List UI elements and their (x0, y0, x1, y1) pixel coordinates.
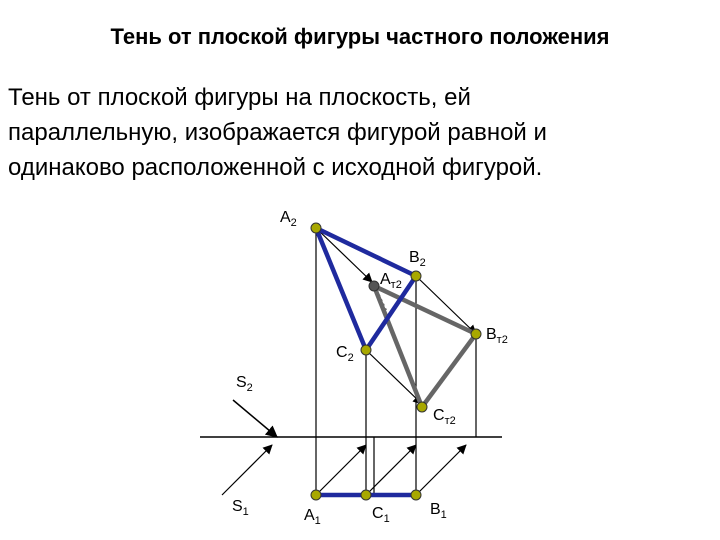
point-a1 (311, 490, 321, 500)
label-a2: $A_2$ (280, 209, 297, 229)
label-s2: $S_2$ (236, 374, 253, 394)
point-bt2 (471, 329, 481, 339)
label-s1: $S_1$ (232, 498, 249, 518)
ray-c (366, 350, 422, 404)
description-line-1: Тень от плоской фигуры на плоскость, ей (8, 84, 471, 111)
plan-ray-b (416, 445, 466, 495)
label-b2: $B_2$ (409, 249, 426, 269)
point-a2 (311, 223, 321, 233)
label-c1: $C_1$ (372, 505, 390, 525)
plan-ray-a (316, 445, 366, 495)
slide-title: Тень от плоской фигуры частного положения (110, 24, 610, 49)
ray-a (316, 228, 372, 282)
label-c2: $C_2$ (336, 344, 354, 364)
label-at2: $A_{т2}$ (380, 271, 402, 291)
point-b1 (411, 490, 421, 500)
label-ct2: $C_{т2}$ (433, 407, 456, 427)
ray-b (416, 276, 476, 334)
point-ct2 (417, 402, 427, 412)
s2-ray-upper (233, 400, 277, 437)
description-line-2: параллельную, изображается фигурой равной и (8, 119, 547, 146)
point-at2 (369, 281, 379, 291)
s1-ray (222, 445, 272, 495)
label-a1: $A_1$ (304, 507, 321, 527)
point-b2 (411, 271, 421, 281)
label-b1: $B_1$ (430, 501, 447, 521)
point-c2 (361, 345, 371, 355)
description-line-3: одинаково расположенной с исходной фигурой. (8, 154, 543, 181)
label-bt2: $B_{т2}$ (486, 326, 508, 346)
shadow-edge-bt-ct (422, 334, 476, 407)
point-c1 (361, 490, 371, 500)
